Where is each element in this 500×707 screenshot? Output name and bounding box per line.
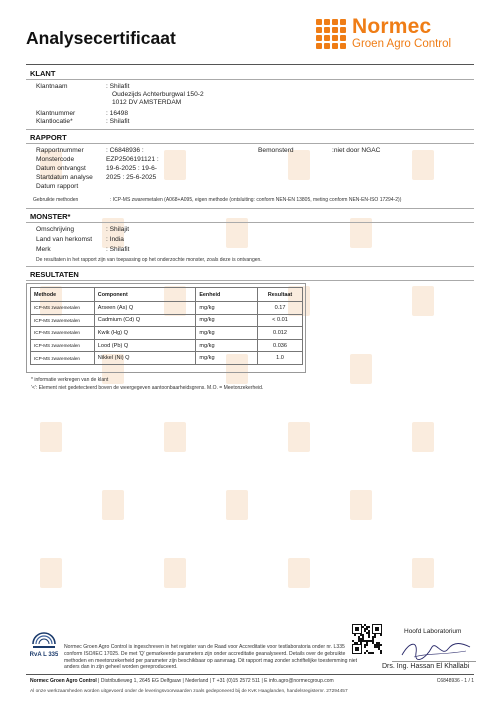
row-resultaat: 1.0: [258, 352, 303, 365]
rapport-heading: RAPPORT: [30, 133, 67, 142]
table-row: [31, 339, 303, 352]
col-component: Component: [94, 288, 196, 302]
row-methode: ICP-MS zwaremetalen: [31, 327, 95, 340]
monster-note: De resultaten in het rapport zijn van toepassing op het onderzochte monster, zoals deze is ontvangen.: [36, 257, 262, 263]
methoden-label: Gebruikte methoden: [33, 197, 79, 203]
signatory-name: Drs. Ing. Hassan El Khallabi: [382, 663, 470, 670]
row-eenheid: mg/kg: [196, 302, 258, 315]
brand-subtitle: Groen Agro Control: [352, 38, 452, 50]
qr-code-icon: [352, 624, 382, 654]
watermark-block: [226, 490, 248, 520]
row-methode: ICP-MS zwaremetalen: [31, 339, 95, 352]
klantnummer-value: : 16498: [106, 110, 128, 117]
client-info-note: * informatie verkregen van de klant: [31, 377, 109, 383]
row-component: Kwik (Hg) Q: [94, 327, 196, 340]
omschrijving-label: Omschrijving: [36, 226, 75, 233]
row-eenheid: mg/kg: [196, 327, 258, 340]
datum-rapport-label: Datum rapport: [36, 183, 79, 190]
table-row: [31, 314, 303, 327]
row-methode: ICP-MS zwaremetalen: [31, 314, 95, 327]
klant-divider: [26, 79, 474, 80]
row-eenheid: mg/kg: [196, 314, 258, 327]
watermark-block: [164, 422, 186, 452]
row-methode: ICP-MS zwaremetalen: [31, 302, 95, 315]
merk-value: : Shilafit: [106, 246, 130, 253]
monster-heading: MONSTER*: [30, 212, 71, 221]
row-resultaat: 0.17: [258, 302, 303, 315]
row-resultaat: 0.036: [258, 339, 303, 352]
rapport-top-divider: [26, 129, 474, 130]
footer-contact: [30, 678, 474, 684]
watermark-block: [164, 558, 186, 588]
rva-logo-text: RvA L 335: [30, 652, 58, 658]
brand-name: Normec: [352, 15, 432, 38]
rapport-divider: [26, 143, 474, 144]
signature-line: [392, 661, 476, 662]
startdatum-value: 2025 : 25-6-2025: [106, 174, 157, 181]
normec-logo: [316, 16, 451, 51]
row-component: Cadmium (Cd) Q: [94, 314, 196, 327]
row-component: Nikkel (Ni) Q: [94, 352, 196, 365]
table-row: [31, 352, 303, 365]
methoden-value: : ICP-MS zwaremetalen (A068+A095, eigen methode (ontsluiting: conform NEN-EN 13805, meting conform NEN-EN-ISO 17294-2)): [110, 197, 402, 203]
monstercode-label: Monstercode: [36, 156, 75, 163]
address-line-2: 1012 DV AMSTERDAM: [112, 99, 182, 106]
col-eenheid: Eenheid: [196, 288, 258, 302]
datum-ontvangst-value: 19-6-2025 : 19-6-: [106, 165, 157, 172]
klantnaam-value: : Shilafit: [106, 83, 130, 90]
watermark-block: [288, 422, 310, 452]
col-resultaat: Resultaat: [258, 288, 303, 302]
watermark-block: [350, 490, 372, 520]
page-title: Analysecertificaat: [26, 28, 176, 48]
rva-accreditation-logo: [30, 628, 58, 664]
address-line-1: Oudezijds Achterburgwal 150-2: [112, 91, 204, 98]
herkomst-label: Land van herkomst: [36, 236, 93, 243]
signature-heading: Hoofd Laboratorium: [404, 628, 462, 635]
watermark-block: [102, 490, 124, 520]
page-reference: C6848936 - 1 / 1: [436, 678, 474, 684]
watermark-block: [40, 422, 62, 452]
watermark-block: [350, 354, 372, 384]
row-component: Arseen (As) Q: [94, 302, 196, 315]
col-methode: Methode: [31, 288, 95, 302]
watermark-block: [412, 150, 434, 180]
herkomst-value: : India: [106, 236, 124, 243]
watermark-block: [288, 558, 310, 588]
detection-limit-note: '<': Element niet gedetecteerd boven de weergegeven aantoonbaarheidsgrens. M.O. = Meetonzekerheid.: [31, 385, 264, 391]
watermark-block: [412, 558, 434, 588]
row-resultaat: < 0.01: [258, 314, 303, 327]
row-eenheid: mg/kg: [196, 339, 258, 352]
bemonsterd-value: :niet door NGAC: [332, 147, 381, 154]
monstercode-value: EZP2506191121 :: [106, 156, 159, 163]
accreditation-text: Normec Groen Agro Control is ingeschreven in het register van de Raad voor Accreditatie voor testlaboratoria onder nr. L335 conform ISO/IEC 17025. De met 'Q' gemarkeerde parameters zijn onder accreditatie geanalyseerd. Details over de gebruikte methoden en meetonzekerheid per parameter zijn beschikbaar op aanvraag. Dit rapport mag zonder schriftelijke toestemming niet anders dan in zijn geheel worden gereproduceerd.: [64, 644, 358, 671]
rapportnummer-value: : C6848936 :: [106, 147, 144, 154]
klantnaam-label: Klantnaam: [36, 83, 68, 90]
table-row: [31, 327, 303, 340]
signature-image: [396, 637, 476, 663]
row-methode: ICP-MS zwaremetalen: [31, 352, 95, 365]
klantlocatie-value: : Shilafit: [106, 118, 130, 125]
watermark-block: [40, 558, 62, 588]
row-component: Lood (Pb) Q: [94, 339, 196, 352]
normec-logo-icon: [316, 19, 346, 49]
omschrijving-value: : Shilajit: [106, 226, 130, 233]
resultaten-top-divider: [26, 266, 474, 267]
watermark-block: [164, 150, 186, 180]
klantlocatie-label: Klantlocatie*: [36, 118, 73, 125]
watermark-block: [412, 286, 434, 316]
datum-ontvangst-label: Datum ontvangst: [36, 165, 86, 172]
results-header-row: [31, 288, 303, 302]
startdatum-label: Startdatum analyse: [36, 174, 93, 181]
footer-company: Normec Groen Agro Control: [30, 678, 97, 684]
rapportnummer-label: Rapportnummer: [36, 147, 84, 154]
klantnummer-label: Klantnummer: [36, 110, 76, 117]
monster-top-divider: [26, 208, 474, 209]
results-table: [30, 287, 303, 365]
bemonsterd-label: Bemonsterd: [258, 147, 294, 154]
watermark-block: [412, 422, 434, 452]
row-resultaat: 0.012: [258, 327, 303, 340]
klant-heading: KLANT: [30, 69, 56, 78]
merk-label: Merk: [36, 246, 51, 253]
header-divider: [26, 64, 474, 65]
footer-address: | Distributieweg 1, 2645 EG Delfgauw | Nederland | T +31 (0)15 2572 511 | E info.agro@normecgroup.com: [98, 678, 334, 684]
table-row: [31, 302, 303, 315]
resultaten-heading: RESULTATEN: [30, 270, 79, 279]
resultaten-divider: [26, 280, 474, 281]
row-eenheid: mg/kg: [196, 352, 258, 365]
footer-divider: [26, 674, 474, 675]
footer-terms: Al onze werkzaamheden worden uitgevoerd onder de leveringsvoorwaarden zoals gedeponeerd bij de KvK Haaglanden, handelsregisternr. 27294457: [30, 689, 348, 694]
monster-divider: [26, 222, 474, 223]
